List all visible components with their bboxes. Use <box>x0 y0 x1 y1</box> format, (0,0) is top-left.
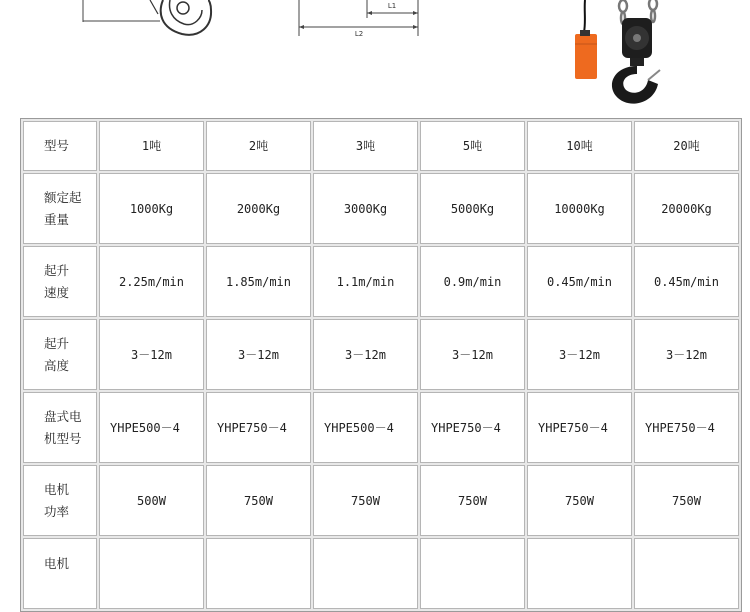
row-label: 电机 <box>23 538 97 609</box>
table-cell: 0.45m/min <box>634 246 739 317</box>
table-row <box>23 465 739 536</box>
hook-drawing <box>83 0 211 35</box>
table-row <box>23 121 739 171</box>
row-label: 电机功率 <box>44 481 70 519</box>
l1-label: L1 <box>387 2 397 10</box>
table-cell: 10000Kg <box>527 173 632 244</box>
table-cell: 5000Kg <box>420 173 525 244</box>
table-cell: YHPE750－4 <box>538 420 608 435</box>
row-label: 型号 <box>23 121 97 171</box>
table-cell: 750W <box>206 465 311 536</box>
table-row <box>23 538 739 609</box>
table-cell: 2.25m/min <box>99 246 204 317</box>
table-cell <box>634 538 739 609</box>
table-row <box>23 392 739 463</box>
table-cell: 1.1m/min <box>313 246 418 317</box>
row-label: 起升速度 <box>44 262 70 300</box>
table-cell: 3000Kg <box>313 173 418 244</box>
row-label: 盘式电机型号 <box>44 408 82 446</box>
table-cell: 20吨 <box>634 121 739 171</box>
table-cell: 750W <box>313 465 418 536</box>
table-cell <box>206 538 311 609</box>
table-row <box>23 173 739 244</box>
table-cell: 3－12m <box>313 319 418 390</box>
table-cell <box>420 538 525 609</box>
table-cell: 0.45m/min <box>527 246 632 317</box>
table-cell: 3－12m <box>420 319 525 390</box>
row-label: 起升高度 <box>44 335 70 373</box>
l2-label: L2 <box>354 30 364 38</box>
table-row <box>23 246 739 317</box>
table-cell: 750W <box>420 465 525 536</box>
table-cell: 10吨 <box>527 121 632 171</box>
table-cell <box>99 538 204 609</box>
table-cell: 5吨 <box>420 121 525 171</box>
product-illustrations <box>0 0 750 118</box>
dimension-drawing <box>299 0 418 38</box>
table-cell: 1吨 <box>99 121 204 171</box>
table-cell: 20000Kg <box>634 173 739 244</box>
specification-table <box>20 118 742 612</box>
table-cell: 3－12m <box>99 319 204 390</box>
table-cell: 2吨 <box>206 121 311 171</box>
table-cell: YHPE500－4 <box>324 420 394 435</box>
table-cell: YHPE500－4 <box>110 420 180 435</box>
table-cell: 1.85m/min <box>206 246 311 317</box>
control-box <box>575 34 597 79</box>
table-cell: 500W <box>99 465 204 536</box>
table-cell: 3－12m <box>206 319 311 390</box>
table-cell: 750W <box>527 465 632 536</box>
table-cell: 1000Kg <box>99 173 204 244</box>
row-label: 额定起重量 <box>44 189 82 227</box>
table-cell: 0.9m/min <box>420 246 525 317</box>
table-cell: 750W <box>634 465 739 536</box>
table-cell <box>313 538 418 609</box>
table-cell: YHPE750－4 <box>217 420 287 435</box>
table-cell: 3－12m <box>634 319 739 390</box>
table-cell: 2000Kg <box>206 173 311 244</box>
table-cell <box>527 538 632 609</box>
table-row <box>23 319 739 390</box>
table-cell: 3－12m <box>527 319 632 390</box>
table-cell: YHPE750－4 <box>431 420 501 435</box>
hoist-photo <box>575 0 660 104</box>
table-cell: YHPE750－4 <box>645 420 715 435</box>
table-cell: 3吨 <box>313 121 418 171</box>
